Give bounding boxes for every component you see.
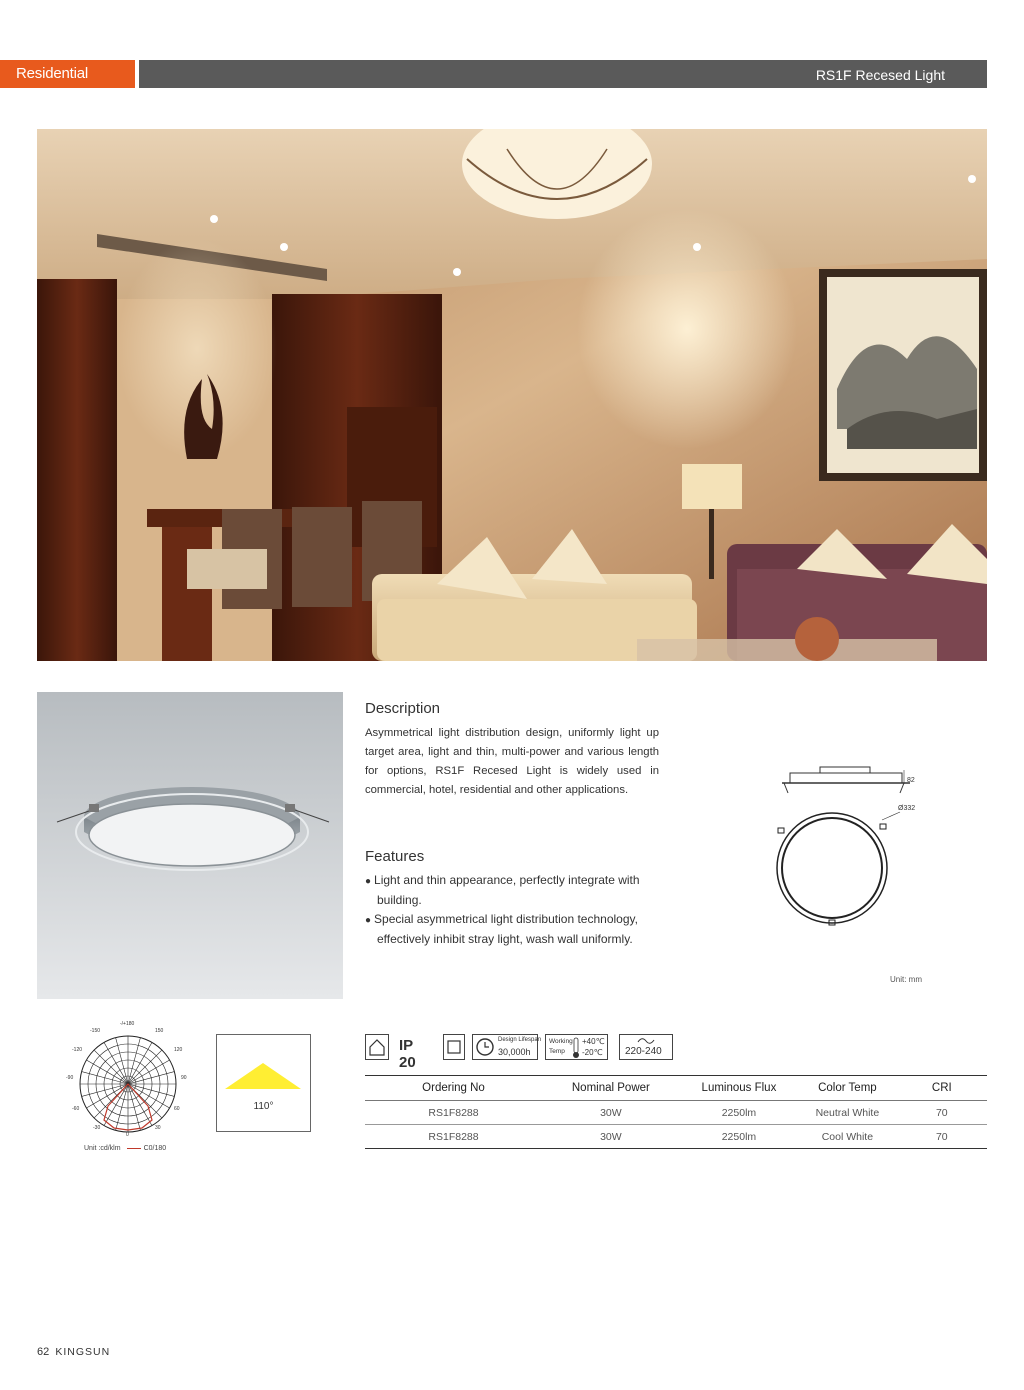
polar-unit: Unit :cd/klm	[84, 1145, 121, 1152]
cell-flux: 2250lm	[680, 1125, 798, 1149]
working-temp-badge	[545, 1034, 608, 1060]
lifespan-label: Design Lifespan	[498, 1037, 542, 1043]
table-row	[365, 1125, 987, 1149]
description-heading: Description	[365, 700, 441, 717]
lifespan-value: 30,000h	[498, 1047, 531, 1057]
polar-legend	[84, 1145, 166, 1152]
polar-angle-label: -60	[72, 1106, 80, 1112]
col-ordering-no: Ordering No	[365, 1076, 542, 1101]
spec-table	[365, 1075, 987, 1149]
beam-angle-label: 110°	[253, 1101, 274, 1112]
unit-label: Unit: mm	[890, 975, 922, 984]
col-color-temp: Color Temp	[798, 1076, 896, 1101]
feature-item: ● Light and thin appearance, perfectly integrate with building.	[365, 871, 665, 910]
cell-power: 30W	[542, 1125, 680, 1149]
cell-flux: 2250lm	[680, 1101, 798, 1125]
product-photo	[37, 692, 343, 999]
page-number: 62	[37, 1346, 50, 1358]
polar-angle-label: 60	[174, 1106, 180, 1112]
polar-distribution-diagram	[62, 1018, 197, 1143]
hero-room-photo	[37, 129, 987, 661]
lifespan-badge	[472, 1034, 542, 1060]
cell-power: 30W	[542, 1101, 680, 1125]
polar-angle-label: -90	[66, 1075, 74, 1081]
legend-line-icon	[127, 1148, 141, 1149]
col-nominal-power: Nominal Power	[542, 1076, 680, 1101]
polar-angle-label: 0	[126, 1132, 129, 1138]
class-icon	[443, 1034, 465, 1060]
polar-legend-label: C0/180	[143, 1145, 167, 1152]
polar-angle-label: -/+180	[120, 1021, 135, 1027]
polar-angle-label: -30	[93, 1125, 101, 1131]
temp-high: +40℃	[582, 1037, 605, 1046]
temp-label: Temp	[549, 1048, 565, 1055]
cell-color-temp: Neutral White	[798, 1101, 896, 1125]
features-heading: Features	[365, 848, 425, 865]
product-title-bar: RS1F Recesed Light	[139, 60, 987, 88]
table-row	[365, 1101, 987, 1125]
height-label: 82	[907, 777, 915, 784]
polar-angle-label: -120	[72, 1047, 83, 1053]
polar-angle-label: 150	[155, 1028, 164, 1034]
col-luminous-flux: Luminous Flux	[680, 1076, 798, 1101]
features-list	[365, 871, 665, 949]
polar-angle-label: 30	[155, 1125, 161, 1131]
cell-color-temp: Cool White	[798, 1125, 896, 1149]
col-cri: CRI	[897, 1076, 987, 1101]
table-header-row	[365, 1076, 987, 1101]
page-footer	[37, 1346, 110, 1358]
description-text: Asymmetrical light distribution design, uniformly light up target area, light and thin, multi-power and various length for options, RS1F Recesed Light is widely used in commercial, hotel, residential and other applications.	[365, 727, 659, 796]
feature-item: ● Special asymmetrical light distribution technology, effectively inhibit stray light, wash wall uniformly.	[365, 910, 665, 949]
polar-angle-label: 120	[174, 1047, 183, 1053]
polar-angle-label: 90	[181, 1075, 187, 1081]
working-label: Working	[549, 1038, 573, 1045]
dimension-drawing	[770, 760, 930, 930]
cell-ordering-no: RS1F8288	[365, 1125, 542, 1149]
voltage-value: 220-240	[625, 1046, 662, 1057]
indoor-icon	[365, 1034, 389, 1060]
polar-angle-label: -150	[90, 1028, 101, 1034]
diameter-label: Ø332	[898, 805, 916, 812]
voltage-badge	[619, 1034, 673, 1060]
beam-angle-box	[216, 1034, 311, 1132]
brand-logo: KINGSUN	[55, 1346, 111, 1358]
cell-cri: 70	[897, 1125, 987, 1149]
temp-low: -20℃	[582, 1048, 603, 1057]
cell-ordering-no: RS1F8288	[365, 1101, 542, 1125]
cell-cri: 70	[897, 1101, 987, 1125]
ip-rating: IP 20	[399, 1037, 416, 1071]
category-tag: Residential Lighting	[0, 60, 135, 88]
